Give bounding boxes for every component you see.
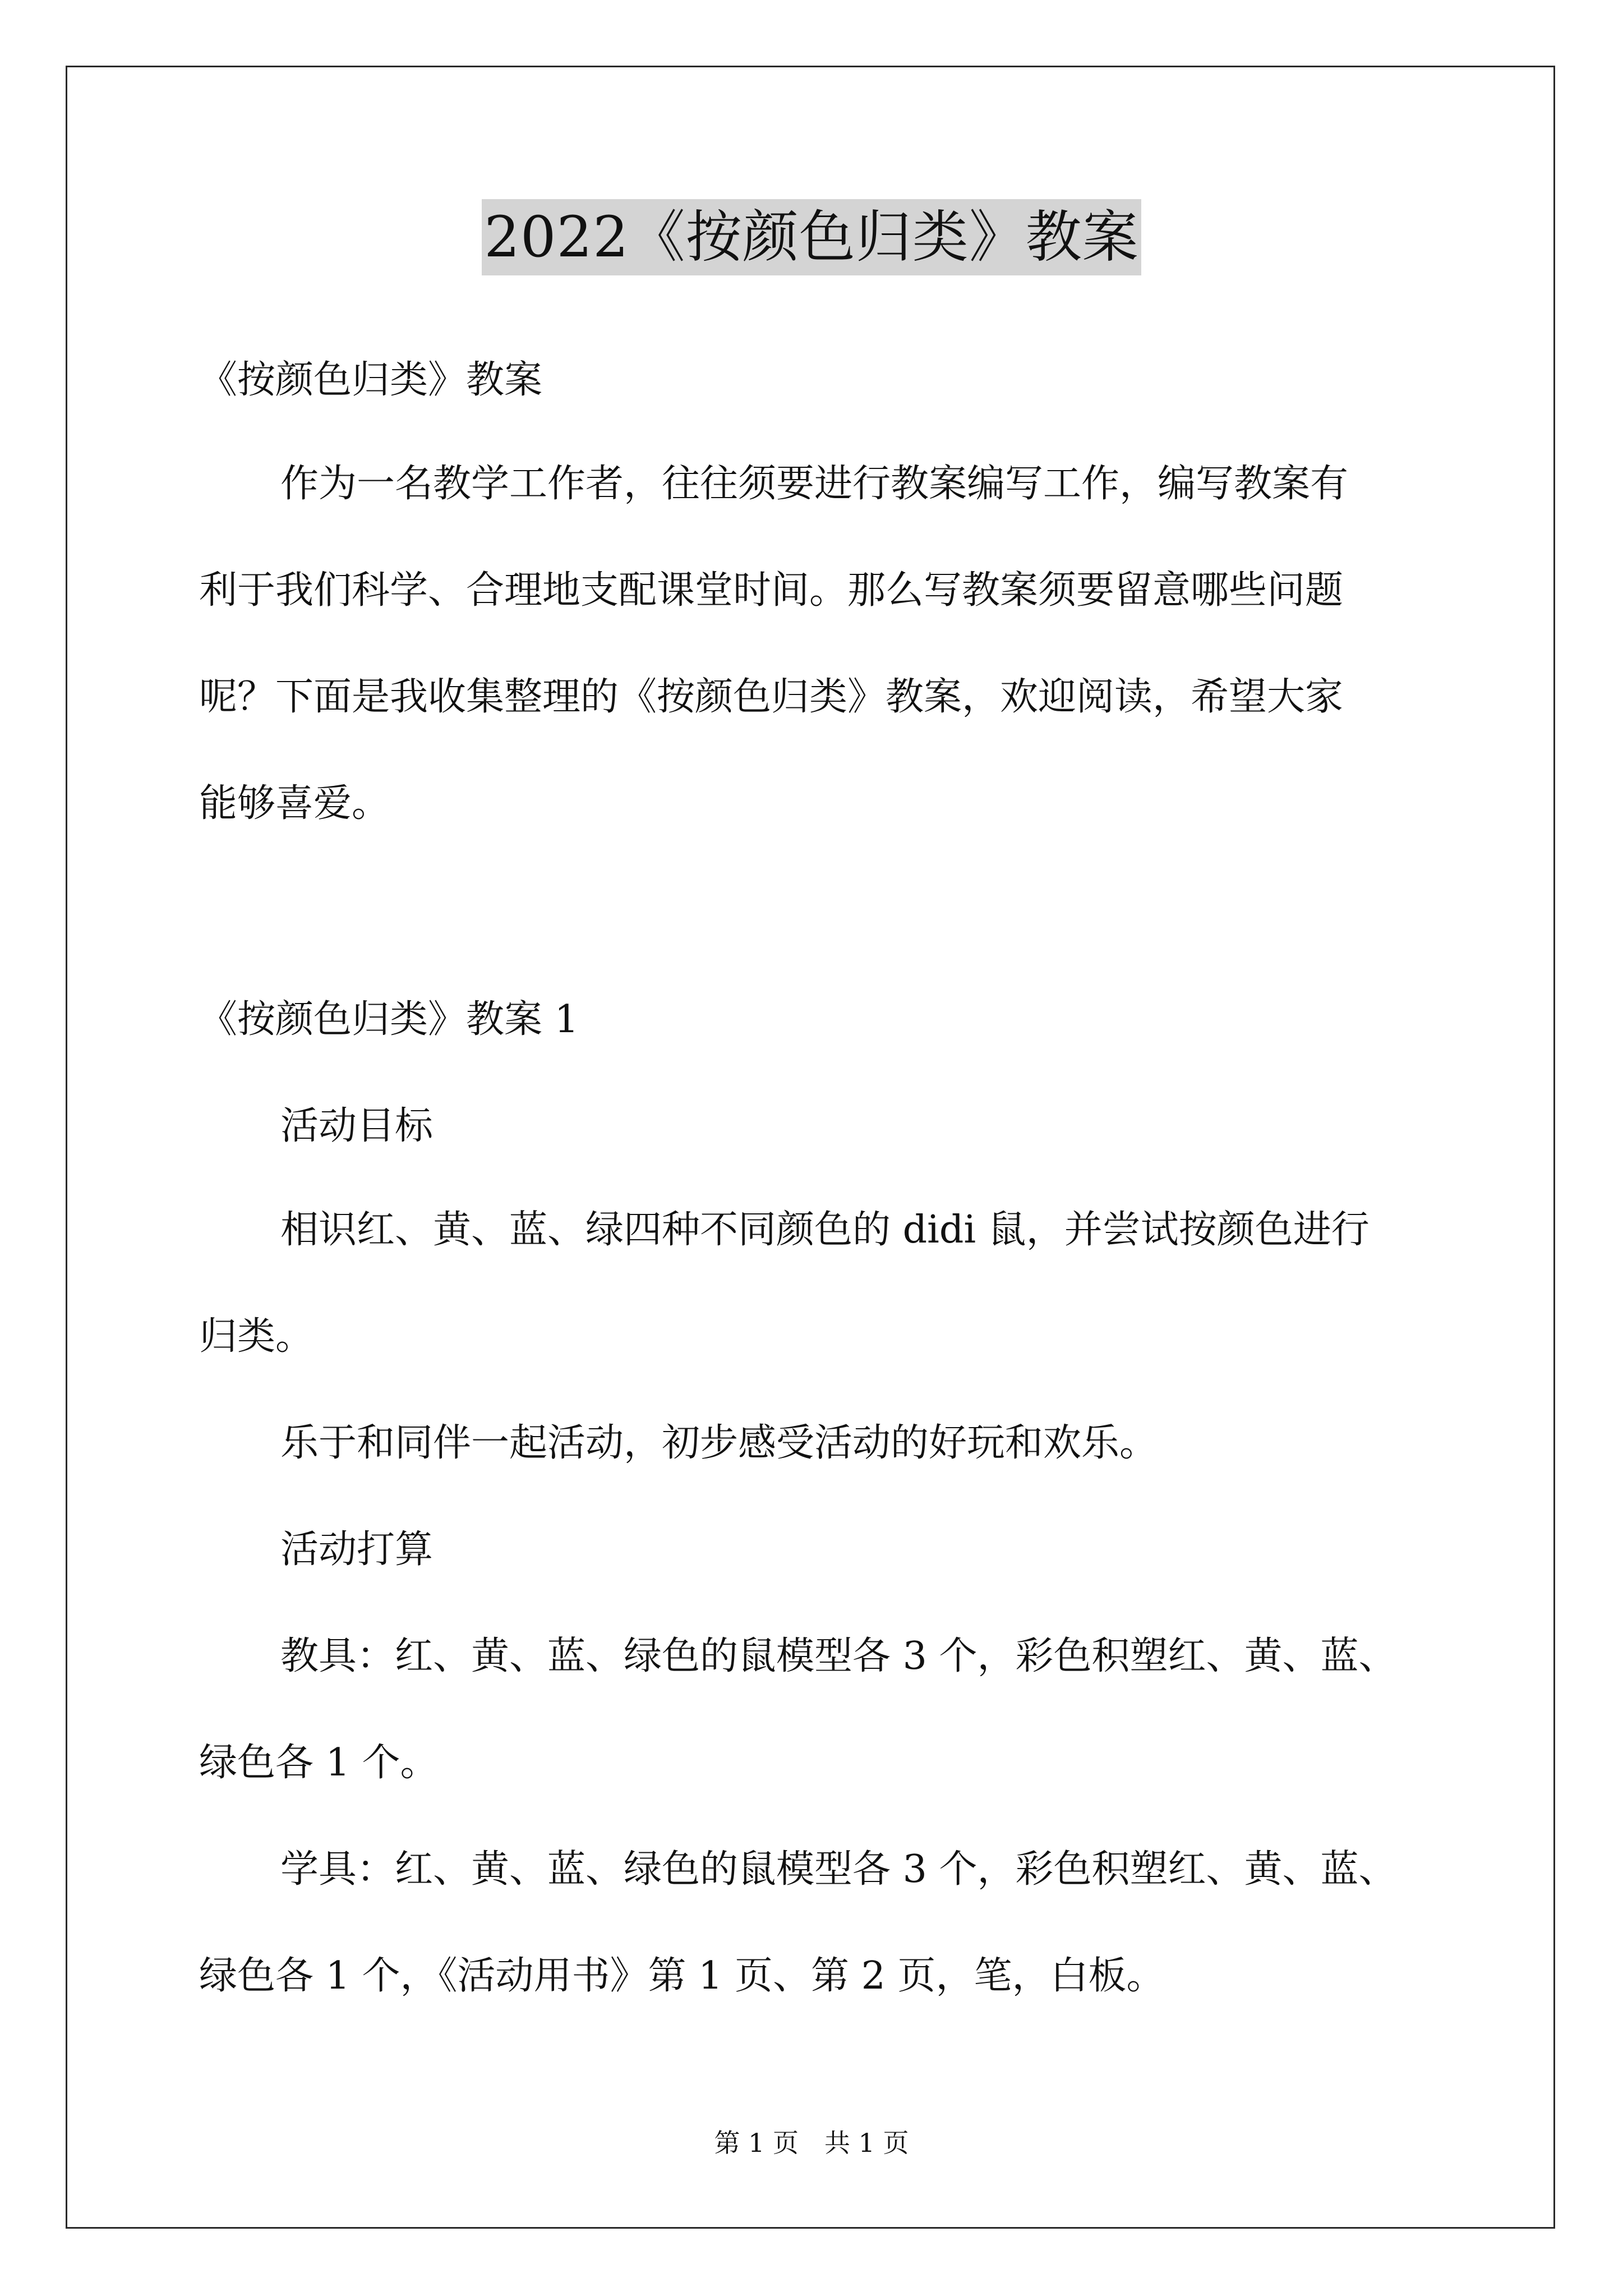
paragraph-line: 归类。 [199, 1314, 314, 1359]
paragraph-line: 呢？下面是我收集整理的《按颜色归类》教案，欢迎阅读，希望大家 [199, 675, 1344, 719]
paragraph-line: 作为一名教学工作者，往往须要进行教案编写工作，编写教案有 [280, 462, 1349, 506]
page-number-footer: 第 1 页 共 1 页 [714, 2128, 909, 2158]
title-container [0, 199, 1623, 275]
paragraph-line: 绿色各 1 个。 [199, 1741, 439, 1785]
document-title: 2022《按颜色归类》教案 [482, 199, 1141, 275]
paragraph-line: 能够喜爱。 [199, 781, 390, 826]
paragraph-line: 教具：红、黄、蓝、绿色的鼠模型各 3 个，彩色积塑红、黄、蓝、 [280, 1634, 1397, 1678]
paragraph-line: 学具：红、黄、蓝、绿色的鼠模型各 3 个，彩色积塑红、黄、蓝、 [280, 1847, 1397, 1892]
subheading-goals: 活动目标 [280, 1104, 434, 1148]
subtitle-line: 《按颜色归类》教案 [199, 358, 543, 402]
paragraph-line: 乐于和同伴一起活动，初步感受活动的好玩和欢乐。 [280, 1421, 1158, 1465]
paragraph-line: 相识红、黄、蓝、绿四种不同颜色的 didi 鼠，并尝试按颜色进行 [280, 1208, 1370, 1252]
section-heading: 《按颜色归类》教案 1 [199, 997, 579, 1042]
subheading-preparation: 活动打算 [280, 1527, 434, 1572]
paragraph-line: 利于我们科学、合理地支配课堂时间。那么写教案须要留意哪些问题 [199, 568, 1344, 613]
paragraph-line: 绿色各 1 个，《活动用书》第 1 页、第 2 页，笔，白板。 [199, 1954, 1165, 1998]
